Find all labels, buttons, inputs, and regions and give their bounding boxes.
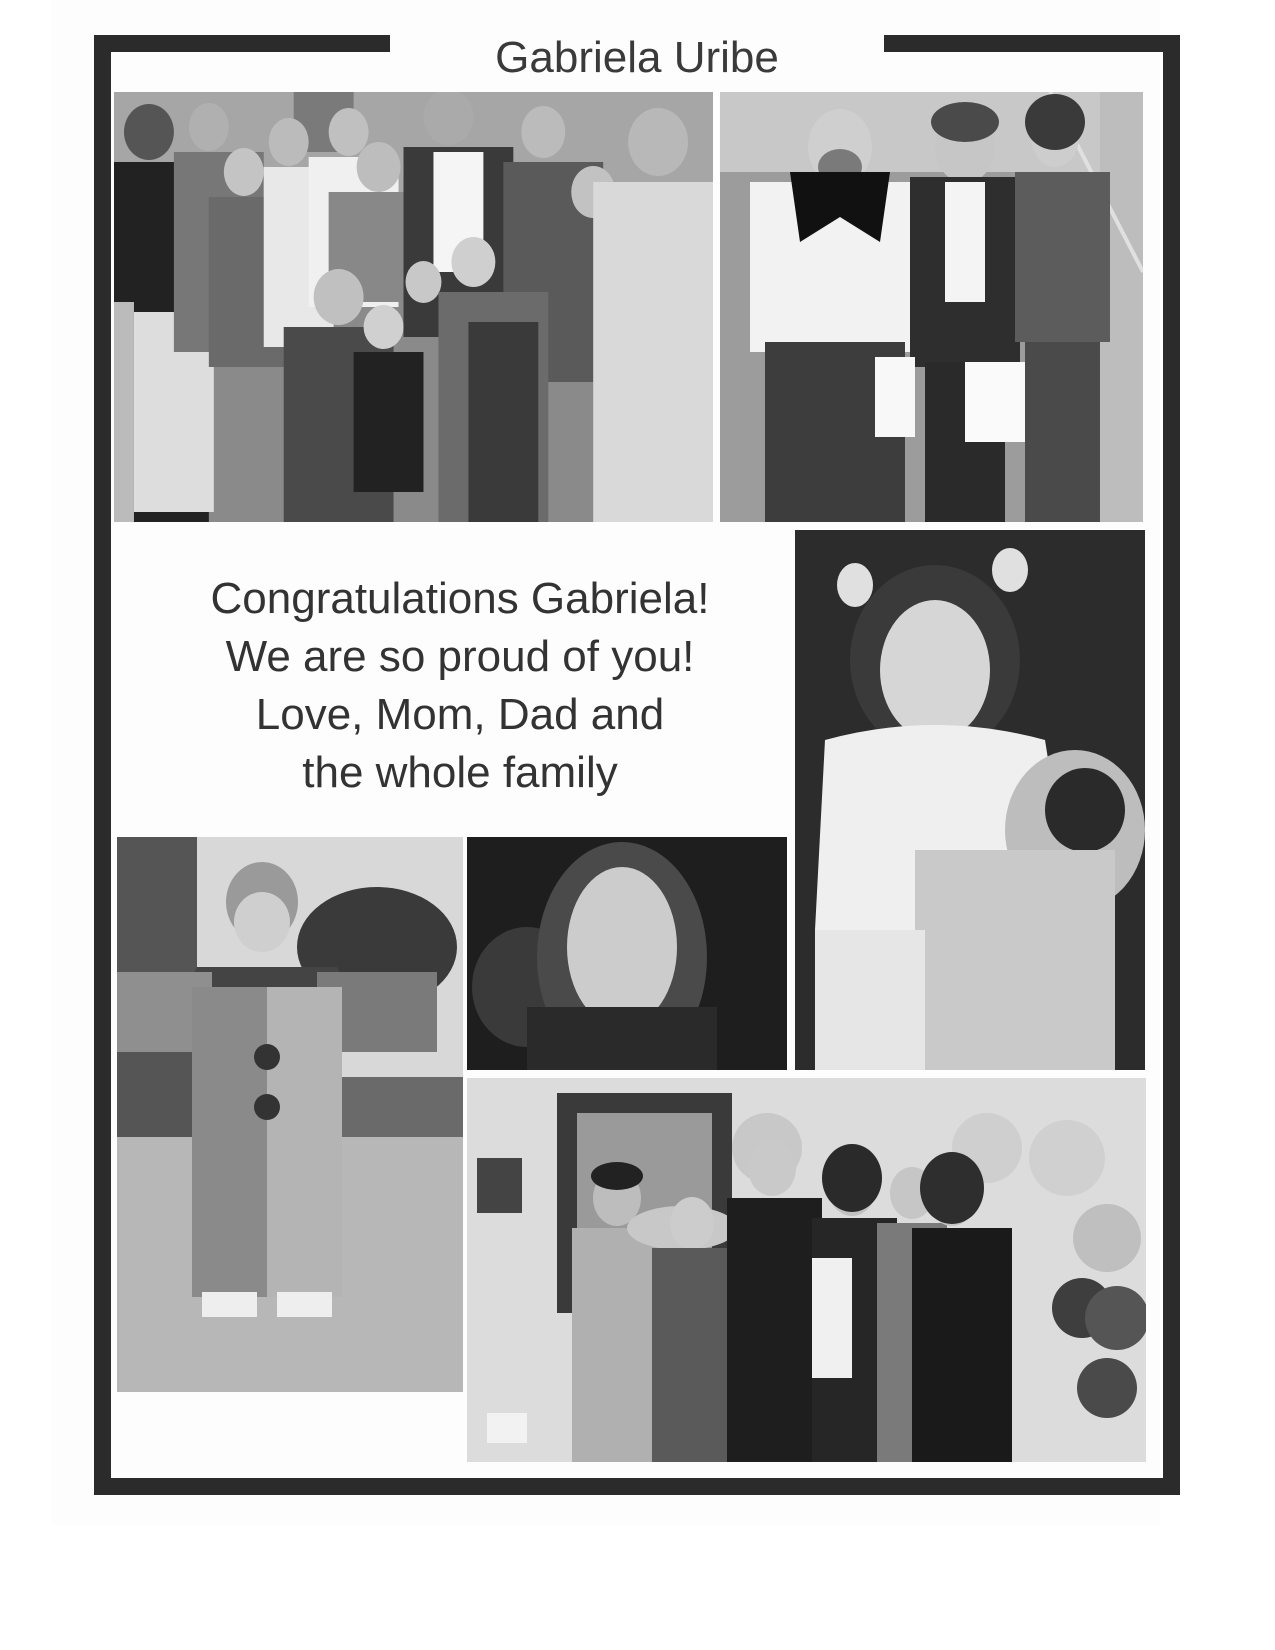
couple-with-girl-photo xyxy=(720,92,1143,522)
message-line-4: the whole family xyxy=(302,748,618,797)
girl-with-pug-photo xyxy=(795,530,1145,1070)
message-line-1: Congratulations Gabriela! xyxy=(210,574,710,623)
frame-bottom-bar xyxy=(94,1478,1180,1495)
child-clown-costume-photo xyxy=(117,837,463,1392)
message-line-2: We are so proud of you! xyxy=(225,632,695,681)
family-group-photo xyxy=(114,92,713,522)
frame-left-bar xyxy=(94,35,111,1495)
frame-right-bar xyxy=(1163,35,1180,1495)
page-title: Gabriela Uribe xyxy=(495,33,779,82)
friends-party-photo xyxy=(467,1078,1146,1462)
frame-top-left-bar xyxy=(94,35,390,52)
frame-top-right-bar xyxy=(884,35,1180,52)
congratulations-message xyxy=(150,570,770,802)
close-up-portrait-photo xyxy=(467,837,787,1070)
message-line-3: Love, Mom, Dad and xyxy=(255,690,665,739)
